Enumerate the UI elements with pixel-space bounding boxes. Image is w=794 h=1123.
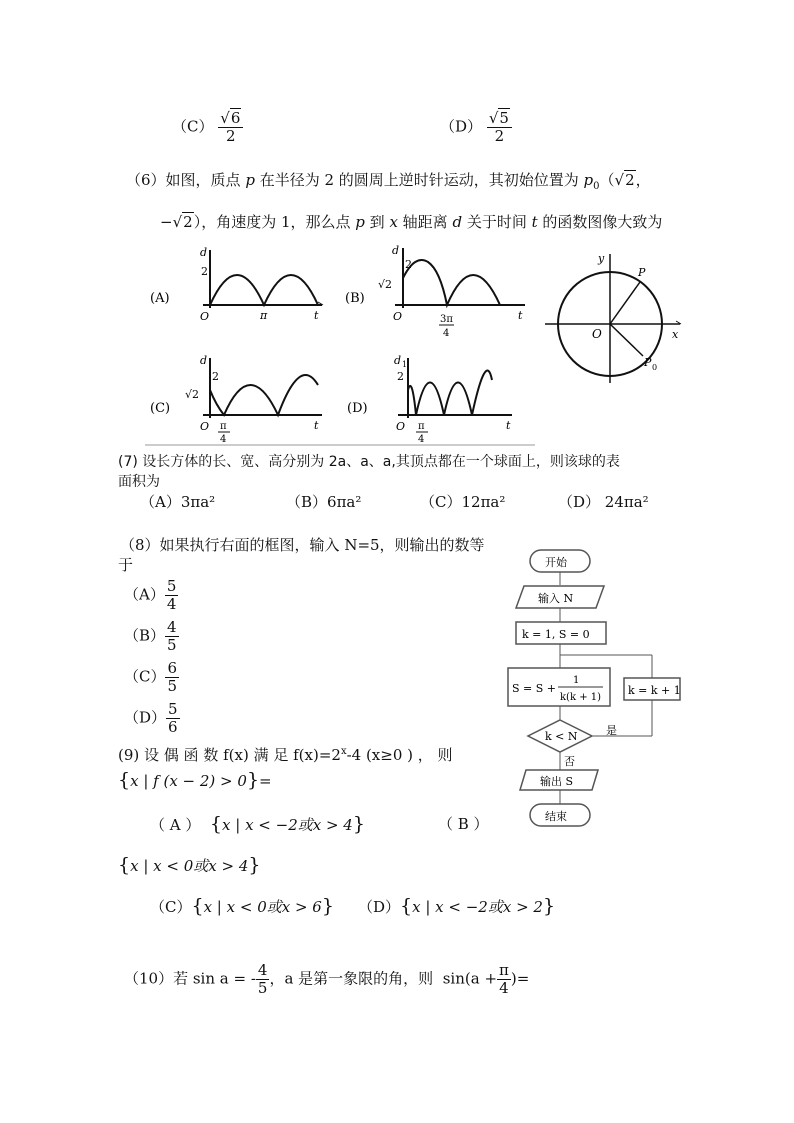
svg-text:k = k + 1: k = k + 1 — [628, 684, 681, 697]
svg-text:(A): (A) — [150, 291, 170, 306]
svg-text:输入 N: 输入 N — [538, 592, 574, 605]
svg-text:k < N: k < N — [545, 730, 578, 743]
svg-text:y: y — [598, 252, 605, 265]
q5-c-fraction: $\frac{√6}{2}$ — [218, 110, 243, 145]
svg-text:O: O — [592, 327, 602, 341]
q8-option-c: （C） $\frac{6}{5}$ — [124, 659, 178, 695]
svg-text:(D): (D) — [347, 401, 368, 416]
svg-text:2: 2 — [212, 370, 219, 383]
svg-text:d: d — [200, 246, 208, 259]
q9-line1: (9) 设 偶 函 数 f(x) 满 足 $f(x)=2^x-4$ (x≥0 ) ， 则 — [118, 746, 453, 764]
q7-option-b: （B）6πa² — [286, 493, 362, 511]
q5-option-c: （C） $\frac{√6}{2}$ — [172, 110, 243, 145]
svg-text:2: 2 — [201, 265, 208, 278]
q8-flowchart — [500, 540, 700, 840]
svg-text:3π: 3π — [440, 314, 453, 325]
q7-option-a: （A）3πa² — [140, 493, 216, 511]
svg-text:2: 2 — [405, 258, 412, 271]
q9-option-b: {x | x < 0或x > 4} — [118, 854, 261, 876]
q8-option-a: （A） $\frac{5}{4}$ — [124, 577, 177, 613]
svg-text:S = S +: S = S + — [512, 682, 556, 695]
q7-option-d: （D） 24πa² — [558, 493, 649, 511]
graph-b — [345, 244, 525, 339]
svg-text:P: P — [638, 266, 646, 279]
q5-option-d: （D） $\frac{√5}{2}$ — [440, 110, 512, 145]
svg-text:π: π — [260, 309, 268, 322]
q7-line1: (7) 设长方体的长、宽、高分别为 2a、a、a,其顶点都在一个球面上，则该球的表 — [118, 454, 620, 470]
svg-text:4: 4 — [220, 434, 227, 445]
svg-text:d: d — [394, 354, 402, 367]
svg-text:4: 4 — [418, 434, 425, 445]
q8-line2: 于 — [118, 556, 134, 574]
q7-option-c: （C）12πa² — [420, 493, 506, 511]
svg-text:√2: √2 — [378, 278, 393, 291]
svg-text:(C): (C) — [150, 401, 171, 416]
q9-set: {x | f (x − 2) > 0}= — [118, 769, 272, 791]
svg-text:O: O — [393, 310, 403, 323]
svg-text:0: 0 — [652, 363, 658, 372]
svg-text:t: t — [506, 419, 511, 432]
svg-text:2: 2 — [397, 370, 404, 383]
q6-graphs — [140, 240, 540, 450]
svg-text:t: t — [314, 309, 319, 322]
svg-text:k(k + 1): k(k + 1) — [560, 692, 602, 703]
svg-text:1: 1 — [573, 675, 580, 686]
svg-text:d: d — [392, 244, 400, 257]
q8-option-b: （B） $\frac{4}{5}$ — [124, 618, 177, 654]
graph-a — [150, 246, 323, 323]
svg-text:结束: 结束 — [545, 810, 567, 823]
q6-circle-diagram — [540, 248, 690, 388]
svg-text:1: 1 — [402, 360, 408, 369]
svg-text:d: d — [200, 354, 208, 367]
svg-text:√2: √2 — [185, 388, 200, 401]
svg-text:O: O — [200, 310, 210, 323]
svg-text:π: π — [418, 421, 425, 432]
q8-line1: （8）如果执行右面的框图，输入 N=5，则输出的数等 — [120, 536, 485, 554]
q7-line2: 面积为 — [118, 474, 160, 490]
svg-text:O: O — [396, 420, 406, 433]
q9-option-b-label: （ B ） — [438, 815, 489, 833]
svg-text:P: P — [644, 356, 652, 369]
svg-text:输出 S: 输出 S — [540, 775, 574, 788]
graph-c — [150, 354, 322, 445]
svg-text:π: π — [220, 421, 227, 432]
q8-option-d: （D） $\frac{5}{6}$ — [124, 700, 178, 736]
q6-line1: （6）如图，质点 p 在半径为 2 的圆周上逆时针运动，其初始位置为 $p_0(√2$， — [126, 171, 651, 192]
q6-line2: −√2），角速度为 1，那么点 p 到 x 轴距离 d 关于时间 t 的函数图像大致为 — [160, 213, 663, 231]
graph-d — [347, 354, 512, 445]
svg-text:(B): (B) — [345, 291, 365, 306]
svg-text:k = 1, S = 0: k = 1, S = 0 — [522, 628, 590, 641]
svg-text:t: t — [314, 419, 319, 432]
q9-option-a: （ A ） {x | x < −2或x > 4} — [150, 813, 365, 835]
q5-d-fraction: $\frac{√5}{2}$ — [487, 110, 512, 145]
svg-text:4: 4 — [443, 328, 450, 339]
q9-option-c: （C）{x | x < 0或x > 6} — [150, 895, 334, 917]
svg-text:是: 是 — [606, 724, 617, 737]
svg-text:x: x — [672, 328, 679, 341]
svg-text:O: O — [200, 420, 210, 433]
svg-text:t: t — [518, 309, 523, 322]
svg-text:否: 否 — [564, 755, 575, 768]
svg-text:开始: 开始 — [545, 556, 567, 569]
q9-option-d: （D）{x | x < −2或x > 2} — [358, 895, 556, 917]
q10-line: （10）若 sin a = - $\frac{4}{5}$ ，a 是第一象限的角，则 sin(a + $\frac{\pi}{4}$ )= — [124, 961, 530, 997]
